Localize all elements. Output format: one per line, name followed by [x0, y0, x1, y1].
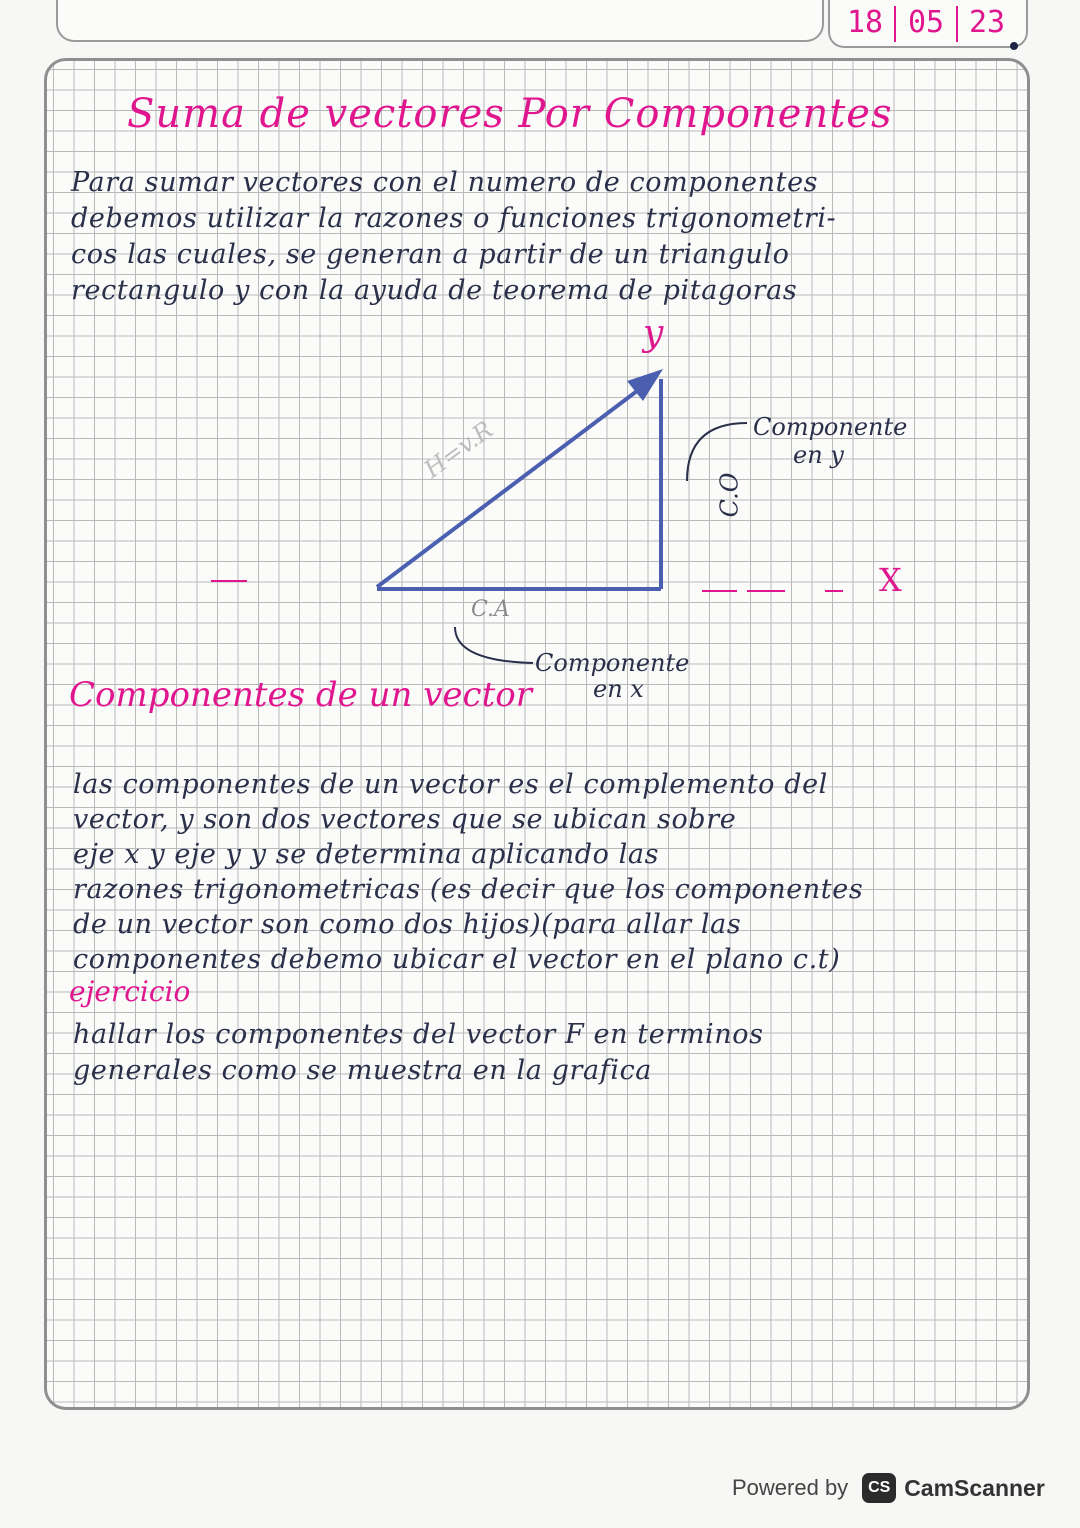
section-title: Componentes de un vector	[69, 675, 532, 715]
page-title: Suma de vectores Por Componentes	[127, 91, 893, 137]
component-x-label: Componente	[535, 649, 690, 677]
exercise-line: generales como se muestra en la grafica	[73, 1055, 652, 1086]
camscanner-brand: CamScanner	[904, 1474, 1045, 1501]
date-year: 23	[968, 5, 1006, 40]
opposite-label: C.O	[715, 472, 744, 518]
exercise-line: hallar los componentes del vector F en terminos	[73, 1019, 764, 1050]
component-y-label: Componente	[753, 413, 908, 441]
hypotenuse-label: H=v.R	[419, 415, 499, 484]
body-line: vector, y son dos vectores que se ubican sobre	[73, 804, 737, 835]
hypotenuse-vector	[377, 385, 645, 587]
y-axis-label: y	[643, 313, 664, 354]
powered-by-text: Powered by	[732, 1475, 849, 1500]
camscanner-logo-icon: CS	[862, 1473, 896, 1503]
grid-paper	[44, 58, 1030, 1410]
page-dot	[1010, 42, 1018, 50]
intro-line: Para sumar vectores con el numero de componentes	[71, 167, 819, 198]
intro-line: debemos utilizar la razones o funciones trigonometri-	[71, 203, 837, 234]
body-line: las componentes de un vector es el complemento del	[73, 769, 828, 800]
body-line: de un vector son como dos hijos)(para allar las	[73, 909, 742, 940]
date-day: 18	[846, 5, 884, 40]
body-line: razones trigonometricas (es decir que los componentes	[73, 874, 864, 905]
date-separator	[894, 6, 896, 42]
camscanner-watermark	[732, 1466, 1045, 1510]
adjacent-label: C.A	[471, 597, 510, 622]
component-y-label: en y	[793, 441, 844, 469]
component-x-bracket	[455, 627, 533, 663]
date-box	[828, 0, 1028, 48]
x-axis-label: X	[879, 561, 902, 599]
component-x-label: en x	[593, 675, 644, 703]
date-month: 05	[907, 5, 945, 40]
body-line: componentes debemo ubicar el vector en el plano c.t)	[73, 944, 841, 975]
exercise-label: ejercicio	[69, 975, 191, 1008]
header-strip	[56, 0, 824, 42]
intro-line: cos las cuales, se generan a partir de un triangulo	[71, 239, 790, 270]
intro-line: rectangulo y con la ayuda de teorema de pitagoras	[71, 275, 798, 306]
date-separator	[956, 6, 958, 42]
body-line: eje x y eje y y se determina aplicando las	[73, 839, 660, 870]
